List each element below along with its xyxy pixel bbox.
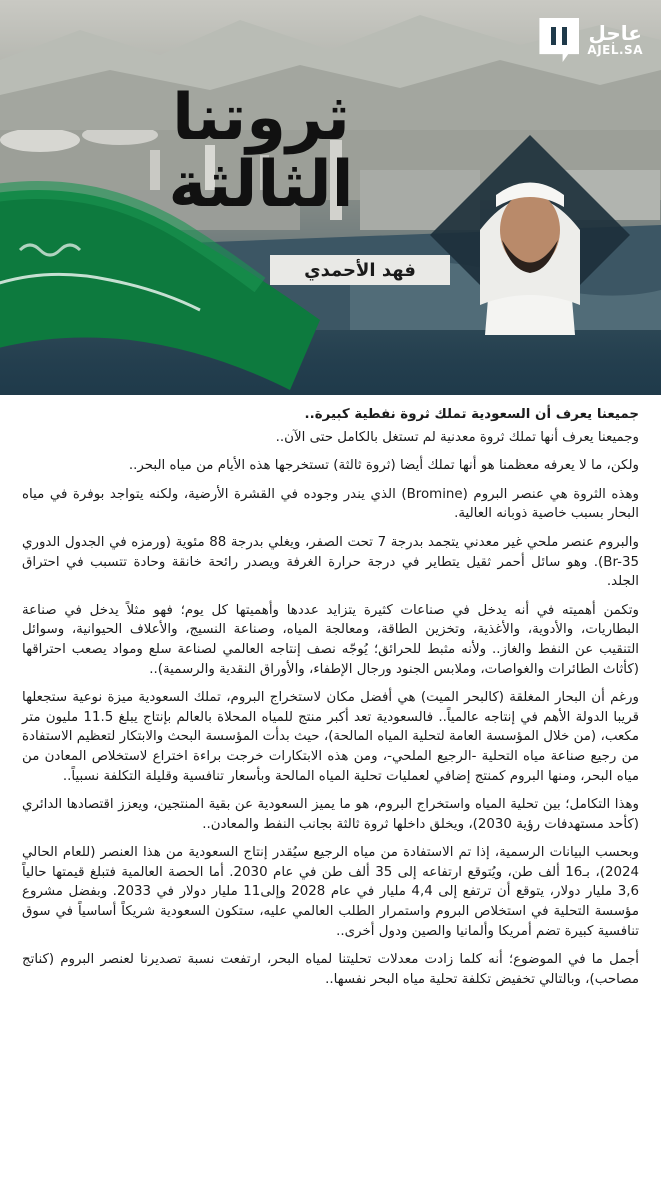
logo-text (587, 23, 643, 57)
ajel-logo (539, 18, 643, 62)
paragraph-8: وهذا التكامل؛ بين تحلية المياه واستخراج البروم، هو ما يميز السعودية عن بقية المنتجين، ويعزز اقتصادها الدائري (كأحد مستهدفات رؤية 2030)، ويخلق داخلها ثروة ثالثة بجانب النفط والمعادن.. (22, 797, 639, 832)
author-portrait (430, 135, 630, 335)
paragraph-5: والبروم عنصر ملحي غير معدني يتجمد بدرجة 7 تحت الصفر، ويغلي بدرجة 88 مئوية (ورمزه في الجدول الدوري Br-35). وهو سائل أحمر ثقيل يتطاير في درجة حرارة الغرفة ويصدر رائحة خانقة وحادة تتسبب في احتراق الجلد. (22, 534, 639, 590)
paragraph-6: وتكمن أهميته في أنه يدخل في صناعات كثيرة يتزايد عددها وأهميتها كل يوم؛ فهو مثلاً يدخل في صناعة البطاريات، والأدوية، والأغذية، وتخزين الطاقة، ومعالجة المياه، وصناعة النسيج، والأعلاف الحيوانية، وسوائل التنقيب عن النفط والغاز.. ولأنه مثبط للحرائق؛ يُوجّه نصف إنتاجه العالمي لصناعة سلع ومواد يصعب احتراقها (كأثاث الطائرات والغواصات، وملابس الجنود ورجال الإطفاء، والأوراق النقدية والرسمية).. (22, 602, 639, 677)
paragraph-3: ولكن، ما لا يعرفه معظمنا هو أنها تملك أيضا (ثروة ثالثة) تستخرجها هذه الأيام من مياه البحر.. (128, 458, 639, 474)
page-title (131, 81, 391, 223)
paragraph-7: ورغم أن البحار المغلقة (كالبحر الميت) هي أفضل مكان لاستخراج البروم، تملك السعودية ميزة نوعية ستجعلها قريبا الدولة الأهم في إنتاجه عالمياً.. فالسعودية تعد أكبر منتج للمياه المحلاة بالعالم بإنتاج يبلغ 11.5 مليون متر مكعب، (من خلال المؤسسة العامة لتحلية المياه المالحة)، حيث بدأت المؤسسة البحث والابتكار لتعظيم الاستفادة من رجيع صناعة مياه التحلية -الرجيع الملحي-، ومن هذه الابتكارات خرجت براءة اختراع لاستخلاص المعادن من مياه البحر، ومنها البروم كمنتج إضافي لعمليات تحلية المياه المالحة وبأسعار تنافسية وقليلة التكلفة نسبياً.. (22, 690, 640, 784)
paragraph-10: أجمل ما في الموضوع؛ أنه كلما زادت معدلات تحليتنا لمياه البحر، ارتفعت نسبة تصديرنا لعنصر البروم (كناتج مصاحب)، وبالتالي تخفيض تكلفة تحلية مياه البحر نفسها.. (22, 952, 639, 987)
logo-english: AJEL.SA (587, 43, 643, 58)
article-body (0, 395, 661, 1200)
title-line-1: ثروتنا (172, 81, 350, 155)
logo-arabic: عاجل (588, 21, 642, 46)
author-name: فهد الأحمدي (270, 255, 450, 285)
hero-banner (0, 0, 661, 400)
paragraph-1: جميعنا يعرف أن السعودية تملك ثروة نفطية كبيرة.. (304, 407, 639, 422)
title-line-2: الثالثة (168, 148, 354, 223)
paragraph-9: وبحسب البيانات الرسمية، إذا تم الاستفادة من مياه الرجيع سيُقدر إنتاج السعودية من هذا العنصر (للعام الحالي 2024)، بـ16 ألف طن، ويُتوقع ارتفاعه إلى 35 ألف طن في عام 2030. أما الحصة العالمية فتبلغ قيمتها حالياً 3,6 مليار دولار، يتوقع أن ترتفع إلى 4,4 مليار في عام 2028 وإلى11 مليار دولار في 2033. وبفضل مشروع مؤسسة التحلية في استخلاص البروم واستمرار الطلب العالمي عليه، ستكون السعودية شريكاً أساسياً في سوق تنافسية كبيرة تضم أمريكا وألمانيا والصين ودول أخرى.. (22, 845, 640, 939)
paragraph-4: وهذه الثروة هي عنصر البروم (Bromine) الذي يندر وجوده في القشرة الأرضية، ولكنه يتواجد بوفرة في مياه البحار بسبب خاصية ذوبانه العالية. (22, 486, 639, 522)
paragraph-2: وجميعنا يعرف أنها تملك ثروة معدنية لم تستغل بالكامل حتى الآن.. (275, 429, 639, 445)
logo-icon (539, 18, 579, 62)
